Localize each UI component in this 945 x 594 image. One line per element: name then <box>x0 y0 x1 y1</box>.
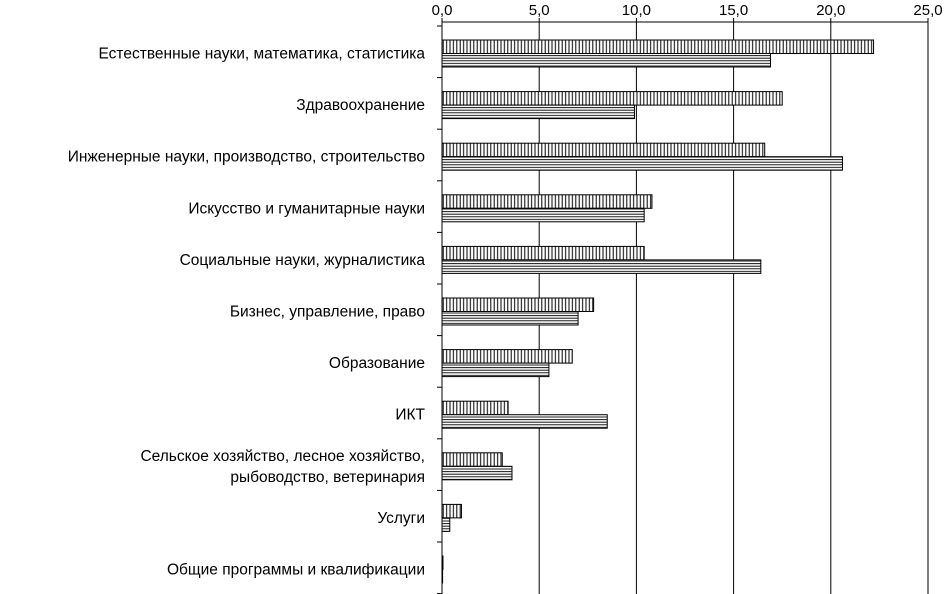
category-label: рыбоводство, ветеринария <box>230 468 425 486</box>
bar-series-2 <box>442 260 761 274</box>
category-label: Искусство и гуманитарные науки <box>188 200 425 218</box>
bar-series-1 <box>442 556 443 570</box>
category-label: Инженерные науки, производство, строительство <box>67 148 425 166</box>
bar-series-1 <box>442 40 874 54</box>
x-tick-label: 0,0 <box>431 2 453 19</box>
bar-series-2 <box>442 518 450 532</box>
bar-series-1 <box>442 246 644 260</box>
bar-series-1 <box>442 504 461 518</box>
bar-series-2 <box>442 157 842 171</box>
bar-series-1 <box>442 350 572 364</box>
category-label: ИКТ <box>395 406 425 424</box>
bars <box>442 40 874 583</box>
bar-series-2 <box>442 570 443 584</box>
x-tick-label: 15,0 <box>718 2 749 19</box>
x-tick-label: 5,0 <box>528 2 550 19</box>
bar-series-1 <box>442 92 782 106</box>
bar-series-2 <box>442 312 578 326</box>
category-label: Образование <box>328 355 425 373</box>
bar-series-1 <box>442 195 652 209</box>
bar-series-1 <box>442 143 765 157</box>
bar-series-2 <box>442 208 644 222</box>
x-tick-label: 20,0 <box>816 2 846 19</box>
category-label: Общие программы и квалификации <box>166 561 425 579</box>
bar-series-1 <box>442 453 502 467</box>
category-label: Бизнес, управление, право <box>229 303 425 321</box>
category-label: Услуги <box>377 509 425 527</box>
bar-series-2 <box>442 105 634 119</box>
bar-series-2 <box>442 415 607 429</box>
bar-series-2 <box>442 466 512 480</box>
category-labels <box>68 46 426 579</box>
bar-series-2 <box>442 54 771 68</box>
bar-series-1 <box>442 401 508 415</box>
category-label: Здравоохранение <box>296 97 425 115</box>
category-label: Социальные науки, журналистика <box>179 251 425 269</box>
category-label: Сельское хозяйство, лесное хозяйство, <box>140 447 425 465</box>
x-tick-label: 25,0 <box>913 2 943 19</box>
bar-series-1 <box>442 298 594 312</box>
bar-series-2 <box>442 363 549 377</box>
category-label: Естественные науки, математика, статистика <box>98 45 425 63</box>
x-tick-label: 10,0 <box>621 2 652 19</box>
